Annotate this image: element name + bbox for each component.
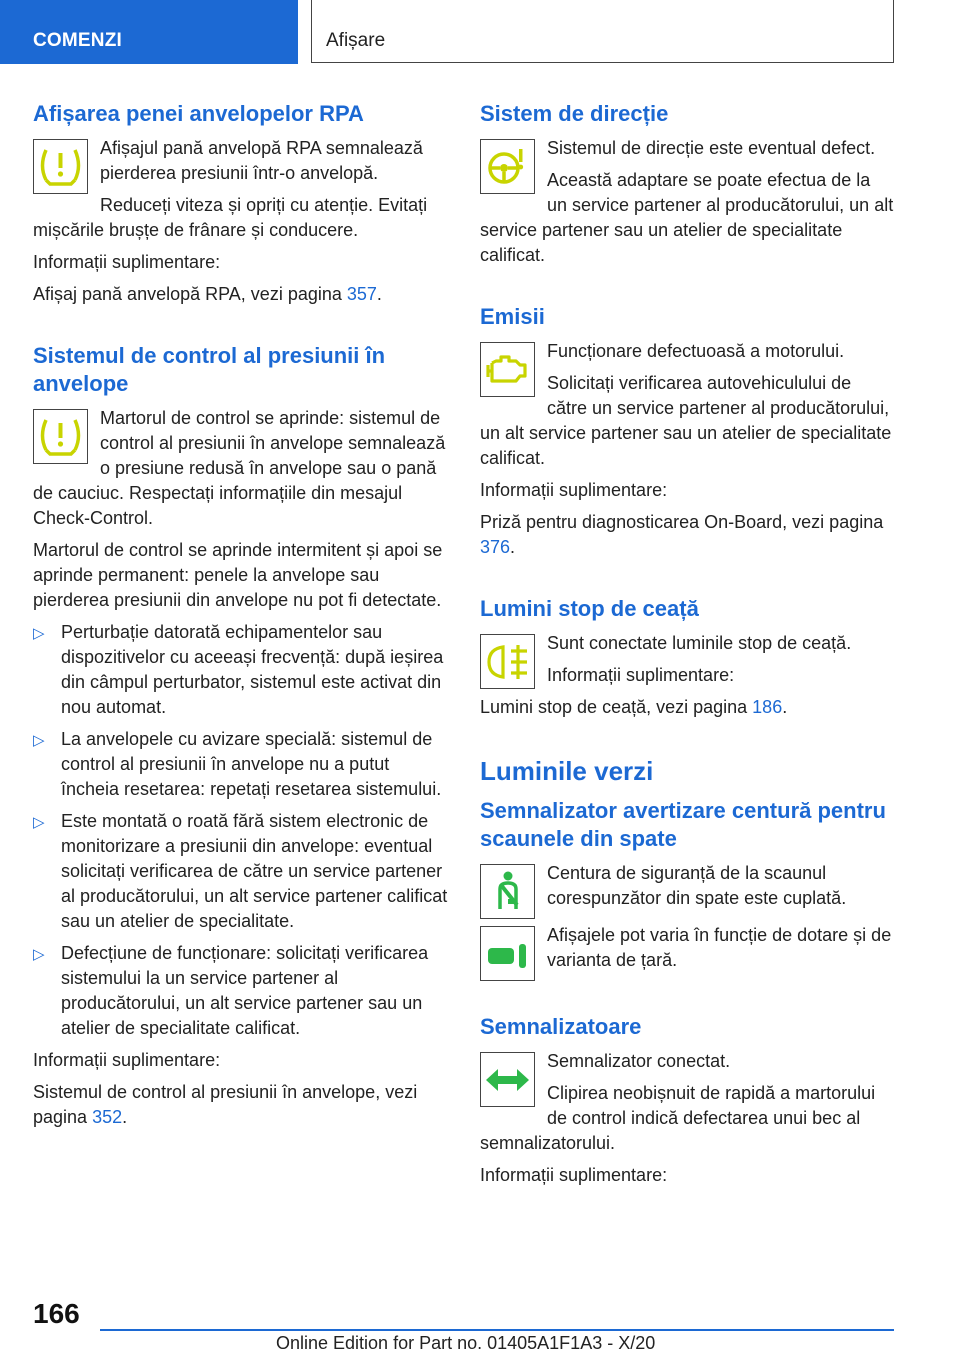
rpa-info: Informații suplimentare: xyxy=(33,252,221,272)
emissions-paragraph-1: Funcționare defectuoasă a motorului. xyxy=(547,341,845,361)
engine-check-icon xyxy=(480,342,535,397)
tpms-heading: Sistemul de control al presiunii în anvelope xyxy=(33,343,386,396)
edition-note: Online Edition for Part no. 01405A1F1A3 - X/20 xyxy=(276,1333,656,1353)
fog-heading: Lumini stop de ceață xyxy=(480,596,699,621)
tpms-reference: Sistemul de control al presiunii în anvelope, vezi pagina 352. xyxy=(33,1082,418,1127)
bullet-triangle-icon: ▷ xyxy=(33,625,45,642)
seatbelt-heading: Semnalizator avertizare centură pentru scaunele din spate xyxy=(480,798,886,851)
rpa-heading: Afișarea penei anvelopelor RPA xyxy=(33,101,364,126)
green-lights-heading: Luminile verzi xyxy=(480,756,654,786)
bullet-triangle-icon: ▷ xyxy=(33,814,45,831)
emissions-reference: Priză pentru diagnosticarea On-Board, vezi pagina 376. xyxy=(480,512,884,557)
turn-signal-heading: Semnalizatoare xyxy=(480,1014,642,1039)
emissions-page-link[interactable]: 376 xyxy=(480,537,511,557)
turn-signal-paragraph-1: Semnalizator conectat. xyxy=(547,1051,731,1071)
bullet-triangle-icon: ▷ xyxy=(33,732,45,749)
section-label: COMENZI xyxy=(33,30,123,51)
steering-paragraph-1: Sistemul de direcție este eventual defect. xyxy=(547,138,876,158)
steering-paragraph-2: Această adaptare se poate efectua de la un service partener al producătorului, un alt service partener sau un atelier de specialitate calificat. xyxy=(480,170,894,265)
tpms-page-link[interactable]: 352 xyxy=(92,1107,123,1127)
tpms-info: Informații suplimentare: xyxy=(33,1050,221,1070)
right-column xyxy=(480,100,894,1195)
emissions-heading: Emisii xyxy=(480,304,545,329)
section-tab xyxy=(0,0,298,64)
subsection-header xyxy=(311,0,894,63)
left-column xyxy=(33,100,449,1137)
tpms-paragraph-2: Martorul de control se aprinde intermitent și apoi se aprinde permanent: penele la anvelope sau pierderea presiunii din anvelope nu pot fi detectate. xyxy=(33,540,443,610)
steering-warning-icon xyxy=(480,139,535,194)
fog-page-link[interactable]: 186 xyxy=(752,697,783,717)
tpms-paragraph-1: Martorul de control se aprinde: sistemul de control al presiunii în anvelope semnalează o presiune redusă în anvelope sau o pană de cauciuc. Respectați informațiile din mesajul Check-Control. xyxy=(33,408,446,528)
rear-fog-light-icon xyxy=(480,634,535,689)
rpa-reference: Afișaj pană anvelopă RPA, vezi pagina 357. xyxy=(33,284,382,304)
fog-reference: Lumini stop de ceață, vezi pagina 186. xyxy=(480,697,788,717)
tire-pressure-warning-icon xyxy=(33,139,88,194)
list-item: ▷ Defecțiune de funcționare: solicitați verificarea sistemului la un service partener al producătorului, un alt service partener sau un atelier de specialitate calificat. xyxy=(33,943,429,1038)
subsection-label: Afișare xyxy=(326,30,386,51)
bullet-triangle-icon: ▷ xyxy=(33,946,45,963)
steering-heading: Sistem de direcție xyxy=(480,101,669,126)
rpa-page-link[interactable]: 357 xyxy=(346,284,377,304)
rpa-paragraph-1: Afișajul pană anvelopă RPA semnalează pierderea presiunii într-o anvelopă. xyxy=(100,138,423,183)
page-number: 166 xyxy=(33,1298,80,1329)
emissions-paragraph-2: Solicitați verificarea autovehiculului de către un service partener al producătorului, un alt service partener sau un atelier de specialitate calificat. xyxy=(480,373,892,468)
list-item: ▷ Este montată o roată fără sistem electronic de monitorizare a presiunii din anvelope: eventual solicitați verificarea de către un service partener al producătorului, un alt service partener calificat sau un atelier de specialitate. xyxy=(33,811,448,931)
seatbelt-paragraph-2: Afișajele pot varia în funcție de dotare și de varianta de țară. xyxy=(547,925,892,970)
fog-paragraph-1: Sunt conectate luminile stop de ceață. xyxy=(547,633,852,653)
turn-signal-icon xyxy=(480,1052,535,1107)
rpa-paragraph-2: Reduceți viteza și opriți cu atenție. Evitați mișcările brușțe de frânare și conducere. xyxy=(33,195,428,240)
turn-signal-info: Informații suplimentare: xyxy=(480,1165,668,1185)
list-item: ▷ La anvelopele cu avizare specială: sistemul de control al presiunii în anvelope nu a putut încheia resetarea: repetați resetarea sistemului. xyxy=(33,729,442,799)
fog-info: Informații suplimentare: xyxy=(547,665,735,685)
tire-pressure-warning-icon xyxy=(33,409,88,464)
emissions-info: Informații suplimentare: xyxy=(480,480,668,500)
turn-signal-paragraph-2: Clipirea neobișnuit de rapidă a martorului de control indică defectarea unui bec al semnalizatorului. xyxy=(480,1083,876,1153)
footer-divider xyxy=(100,1329,894,1331)
list-item: ▷ Perturbație datorată echipamentelor sau dispozitivelor cu aceeași frecvență: după ieșirea din câmpul perturbator, sistemul este activat din nou automat. xyxy=(33,622,444,717)
seatbelt-icon xyxy=(480,864,535,919)
rear-seat-icon xyxy=(480,926,535,981)
seatbelt-paragraph-1: Centura de siguranță de la scaunul corespunzător din spate este cuplată. xyxy=(547,863,847,908)
